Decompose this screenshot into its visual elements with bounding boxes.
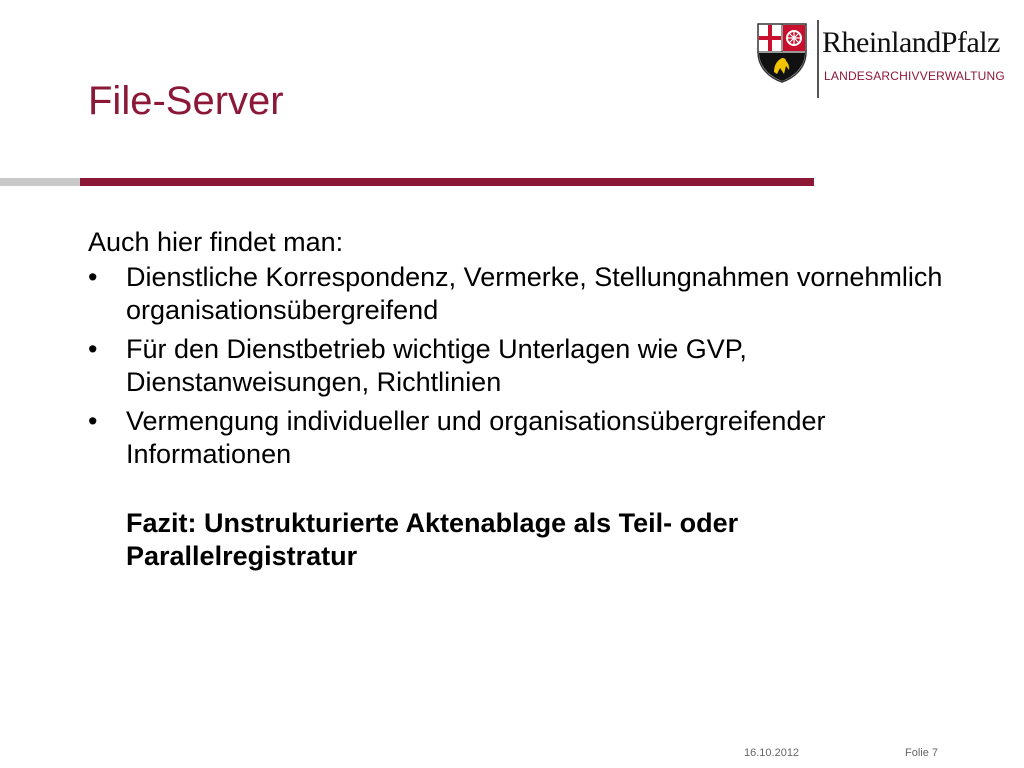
bullet-icon: • (88, 262, 98, 292)
list-item-text: Für den Dienstbetrieb wichtige Unterlagen wie GVP, Dienstanweisungen, Richtlinien (126, 334, 747, 397)
logo-subtitle: LANDESARCHIVVERWALTUNG (824, 69, 1005, 83)
conclusion-text: Fazit: Unstrukturierte Aktenablage als Teil- oder Parallelregistratur (126, 508, 739, 571)
footer-page-number: Folie 7 (905, 747, 939, 759)
coat-of-arms-icon (756, 22, 808, 84)
list-item (88, 261, 968, 327)
list-item (88, 333, 968, 399)
title-rule-grey (0, 178, 80, 186)
bullet-icon: • (88, 334, 98, 364)
list-item-text: Vermengung individueller und organisationsübergreifender Informationen (126, 406, 826, 469)
list-item-text: Dienstliche Korrespondenz, Vermerke, Stellungnahmen vornehmlich organisationsübergreifend (126, 262, 943, 325)
title-rule-red (80, 178, 814, 186)
bullet-icon: • (88, 406, 98, 436)
slide-content (88, 226, 968, 573)
intro-text: Auch hier findet man: (88, 227, 344, 257)
logo-divider (817, 20, 819, 98)
footer-date: 16.10.2012 (744, 747, 800, 759)
list-item (88, 405, 968, 471)
slide-title: File-Server (88, 79, 284, 123)
rheinland-pfalz-logo (756, 18, 1006, 102)
logo-brand-text: RheinlandPfalz (822, 26, 1000, 59)
bullet-list (88, 261, 968, 471)
